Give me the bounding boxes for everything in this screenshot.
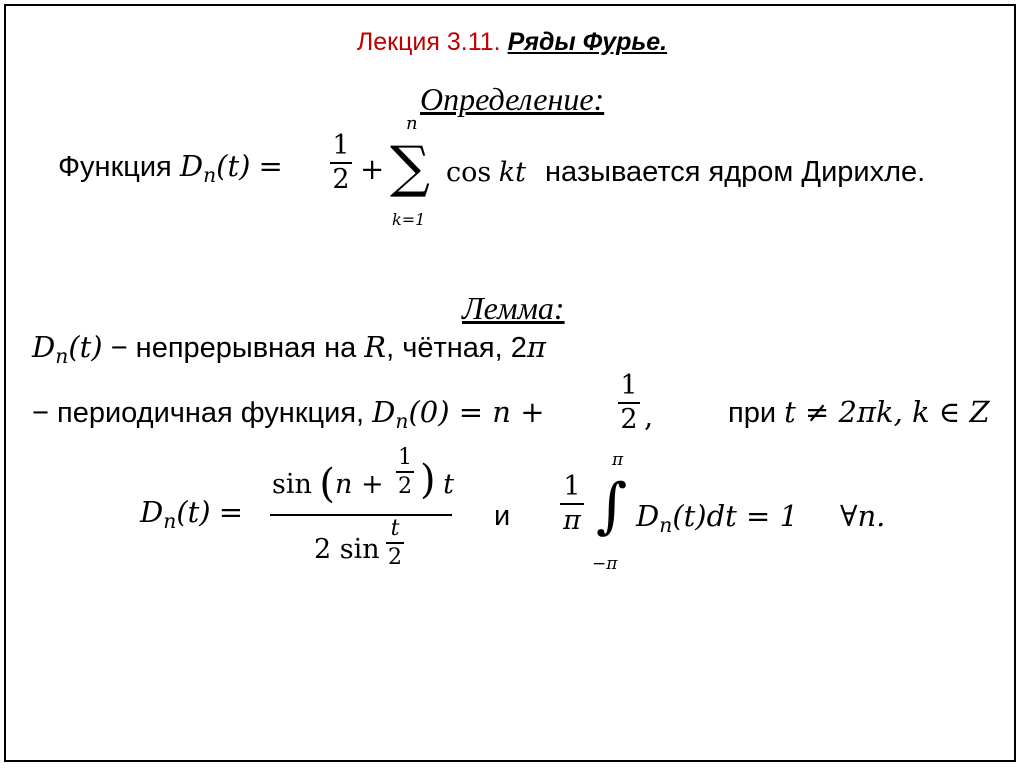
int-D: D [636, 499, 660, 533]
def-word-function: Функция [58, 151, 172, 183]
lemma-comma: , [644, 399, 654, 433]
lemma-pi: π [526, 330, 546, 364]
lemma-n2: n [395, 409, 409, 434]
inner-fraction-bar [396, 471, 414, 473]
paren-open-icon: ( [319, 461, 336, 507]
lemma-condition [728, 395, 990, 429]
formula-lhs [140, 495, 243, 534]
formula-sin: sin [272, 469, 312, 500]
sum-sign-icon: ∑ [390, 135, 430, 200]
def-two: 2 [332, 164, 350, 196]
definition-formula [58, 149, 283, 188]
formula-and: и [494, 500, 511, 532]
def-t: (t) [216, 149, 251, 183]
lemma-line-1 [32, 330, 546, 369]
title-topic: Ряды Фурье. [507, 28, 668, 56]
formula-inner-fraction [396, 446, 414, 498]
def-cos: cos [446, 157, 492, 188]
lemma-heading: Лемма: [462, 290, 565, 326]
den-fraction-bar [386, 542, 404, 544]
lemma-two: 2 [620, 404, 638, 436]
formula-eq: = [218, 495, 243, 529]
lemma-one: 1 [620, 370, 638, 401]
formula-forall: ∀n. [840, 499, 886, 533]
lemma-t: (t) [68, 330, 103, 364]
lemma-R: R [364, 330, 387, 364]
def-n: n [203, 163, 217, 188]
formula-den-fraction [386, 517, 404, 569]
den-t: t [390, 516, 400, 541]
inner-one: 1 [398, 445, 412, 470]
formula-n-plus: n + [335, 469, 384, 500]
def-plus: + [360, 152, 385, 186]
title-prefix: Лекция 3.11. [356, 28, 501, 56]
lemma-D0: (0) = n + [408, 395, 545, 429]
lemma-cond-math: t ≠ 2πk, k ∈ Z [784, 395, 990, 429]
inner-two: 2 [398, 474, 412, 500]
formula-D: D [140, 495, 164, 529]
lemma-cond-text: при [728, 397, 777, 429]
def-cos-kt [446, 159, 526, 186]
slide-frame [4, 4, 1016, 762]
formula-numerator-end [420, 457, 454, 503]
int-lower: −π [592, 554, 618, 574]
lemma-line-2 [32, 395, 545, 434]
definition-heading: Определение: [420, 81, 605, 117]
formula-main-bar [270, 514, 452, 516]
lemma-D2: D [372, 395, 396, 429]
integral-body [636, 499, 799, 538]
def-eq: = [258, 149, 283, 183]
slide-title [0, 30, 1024, 55]
formula-n: n [163, 509, 177, 534]
int-integrand: (t)dt = 1 [672, 499, 799, 533]
lemma-line2-start: − периодичная функция, [32, 397, 365, 429]
int-one: 1 [563, 471, 581, 502]
formula-den-2sin: 2 sin [314, 534, 380, 565]
integral-sign-icon: ∫ [596, 471, 628, 541]
lemma-n: n [55, 344, 69, 369]
int-n: n [659, 513, 673, 538]
lemma-even: , чётная, 2 [386, 332, 527, 364]
int-pi: π [563, 505, 581, 537]
formula-numerator [272, 461, 384, 507]
lemma-D: D [32, 330, 56, 364]
lemma-fraction [618, 372, 640, 435]
def-sum-lower: k=1 [392, 210, 426, 229]
paren-close-icon: ) [420, 457, 436, 503]
integral-coef [560, 473, 584, 536]
def-one: 1 [332, 130, 350, 161]
den-two: 2 [388, 545, 402, 571]
formula-num-t: t [443, 469, 454, 500]
int-upper: π [612, 450, 624, 470]
def-fraction [330, 132, 352, 195]
lemma-line1-rest: − непрерывная на [110, 332, 357, 364]
formula-t: (t) [176, 495, 211, 529]
def-D: D [179, 149, 204, 183]
def-sum-upper: n [406, 113, 418, 134]
def-kt: kt [498, 157, 526, 188]
def-rest: называется ядром Дирихле. [545, 156, 926, 188]
